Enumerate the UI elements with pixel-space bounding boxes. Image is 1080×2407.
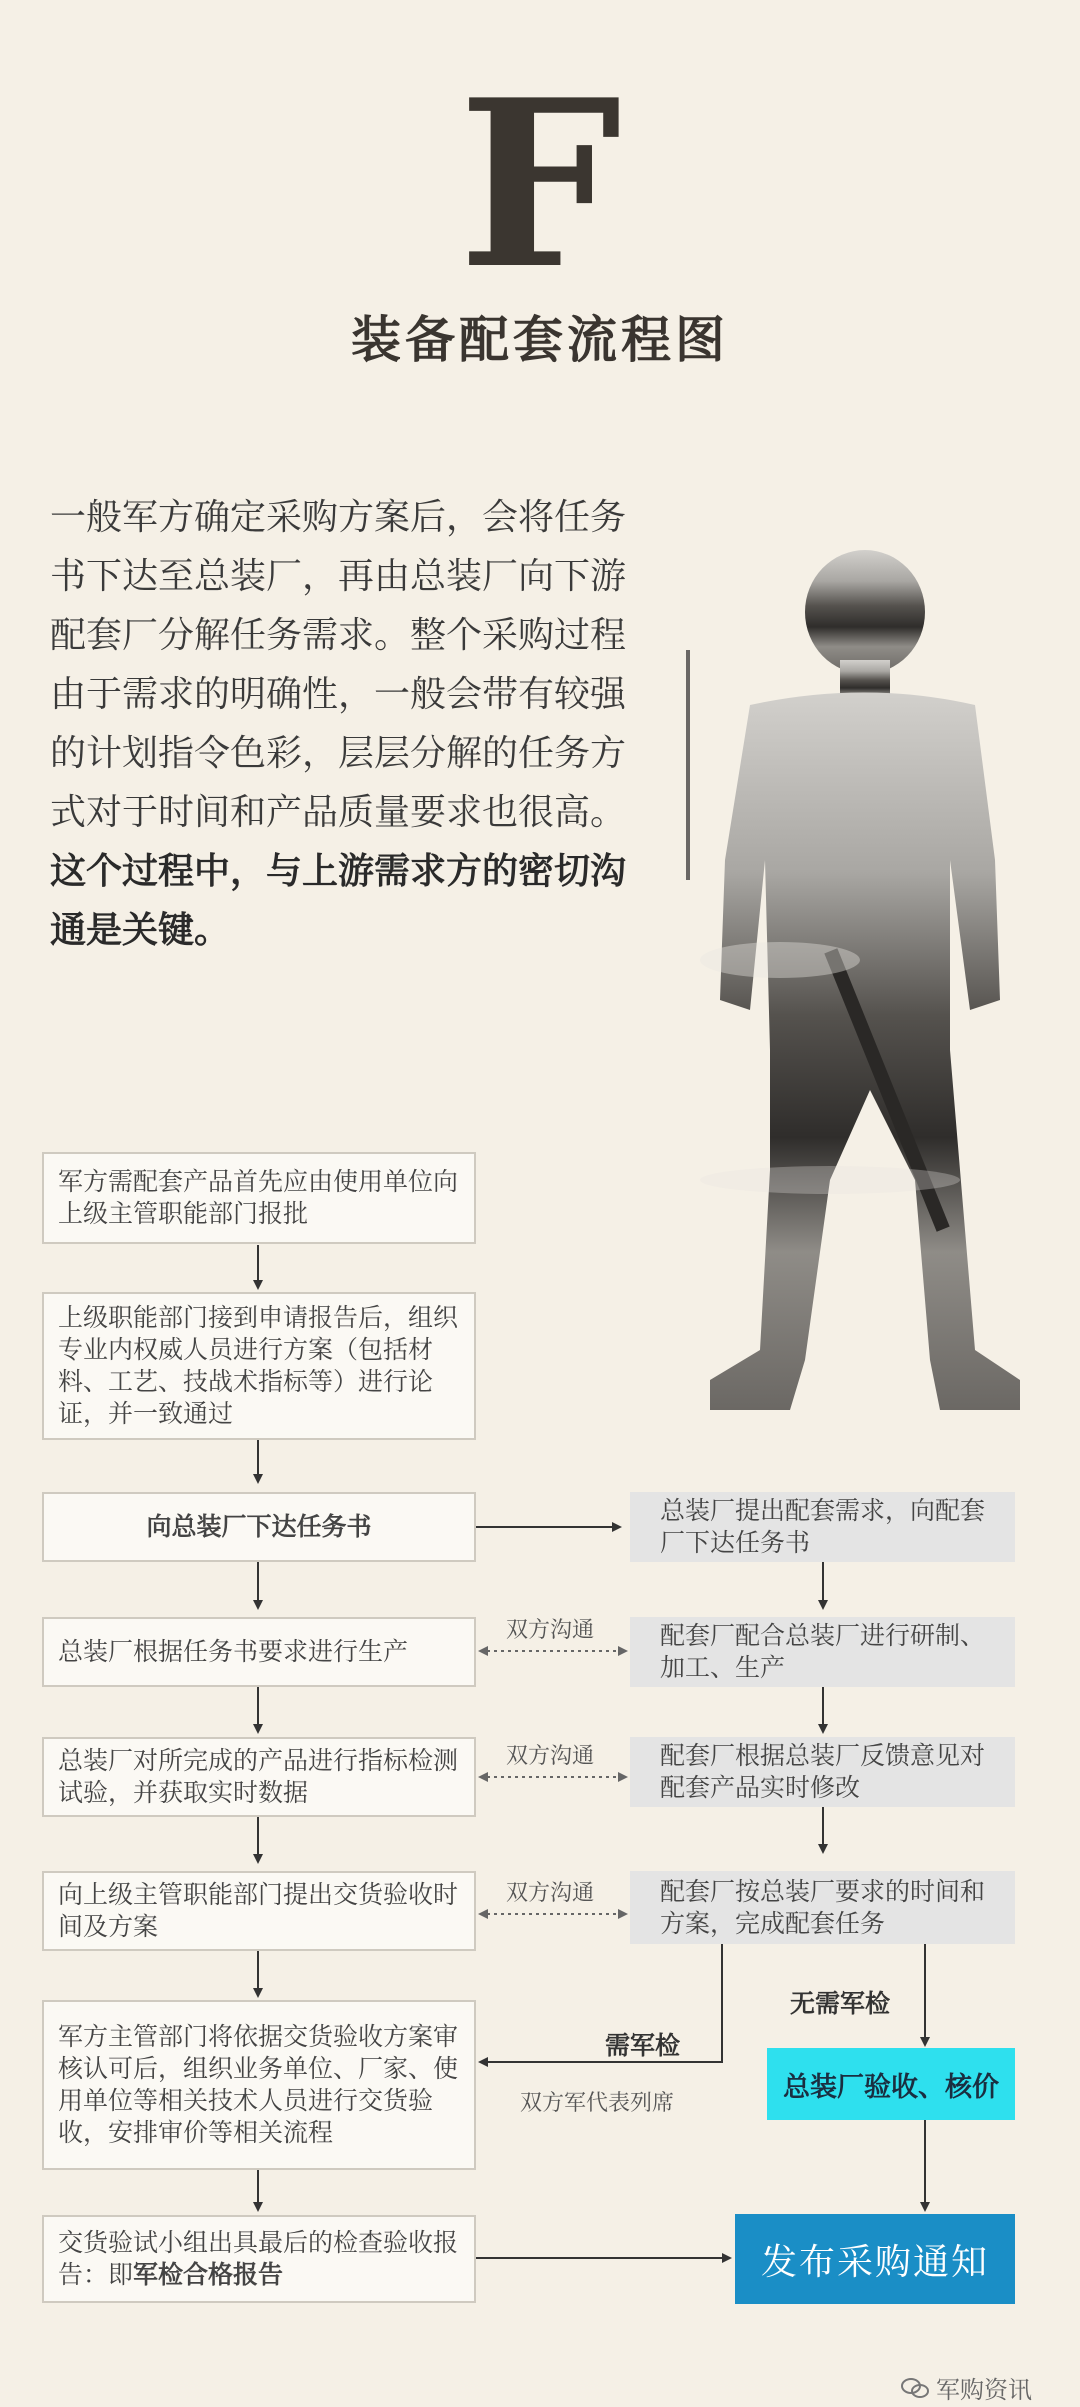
assembler-acceptance-text: 总装厂验收、核价 [783,2071,999,2103]
section-letter: F [458,50,622,320]
military-rep-label: 双方军代表列席 [520,2091,675,2116]
supplier-complete-box [630,1871,1015,1944]
publish-notice-box [735,2214,1015,2304]
step-issue-task-box [42,1492,476,1562]
intro-text: 一般军方确定采购方案后，会将任务书下达至总装厂，再由总装厂向下游配套厂分解任务需求。整个采购过程由于需求的明确性，一般会带有较强的计划指令色彩，层层分解的任务方式对于时间和产品质量要求也很高。 [50,497,627,833]
two-way-comm-label-2: 双方沟通 [506,1744,595,1769]
intro-emphasis: 这个过程中，与上游需求方的密切沟通是关键。 [50,851,627,951]
watermark [900,2370,1032,2405]
step-report-text: 军方需配套产品首先应由使用单位向上级主管职能部门报批 [58,1167,459,1228]
step-acceptance-box [42,2000,476,2170]
step-report-box [42,1152,476,1244]
step-issue-task-text: 向总装厂下达任务书 [146,1512,372,1541]
final-report-bold: 军检合格报告 [133,2260,284,2289]
publish-notice-text: 发布采购通知 [760,2241,989,2283]
assembler-acceptance-box [767,2048,1015,2120]
step-final-report-box [42,2215,476,2303]
watermark-text: 军购资讯 [936,2376,1032,2404]
supplier-modify-box [630,1737,1015,1807]
supplier-modify-text: 配套厂根据总装厂反馈意见对配套产品实时修改 [660,1741,986,1802]
page-title: 装备配套流程图 [351,311,729,369]
supplier-complete-text: 配套厂按总装厂要求的时间和方案，完成配套任务 [660,1876,986,1938]
step-produce-box [42,1617,476,1687]
final-report-prefix: 交货验试小组出具最后的检查验收报告：即 [58,2228,459,2289]
step-test-box [42,1737,476,1817]
step-test-text: 总装厂对所完成的产品进行指标检测试验，并获取实时数据 [58,1746,459,1807]
step-produce-text: 总装厂根据任务书要求进行生产 [58,1637,409,1666]
step-acceptance-text: 军方主管部门将依据交货验收方案审核认可后，组织业务单位、厂家、使用单位等相关技术人员进行交货验收，安排审价等相关流程 [58,2022,459,2147]
need-check-label: 需军检 [605,2031,681,2060]
two-way-comm-label-3: 双方沟通 [506,1881,595,1906]
supplier-produce-box [630,1617,1015,1687]
step-delivery-plan-box [42,1871,476,1951]
supplier-produce-text: 配套厂配合总装厂进行研制、加工、生产 [660,1621,986,1682]
supplier-demand-text: 总装厂提出配套需求，向配套厂下达任务书 [660,1496,986,1557]
step-delivery-plan-text: 向上级主管职能部门提出交货验收时间及方案 [58,1880,459,1941]
two-way-comm-label-1: 双方沟通 [506,1618,595,1643]
no-check-label: 无需军检 [790,1989,891,2018]
step-review-box [42,1292,476,1440]
supplier-demand-box [630,1492,1015,1562]
wechat-icon [900,2376,930,2400]
step-final-report-text [58,2227,460,2291]
step-review-text: 上级职能部门接到申请报告后，组织专业内权威人员进行方案（包括材料、工艺、技战术指标等）进行论证，并一致通过 [58,1303,459,1428]
